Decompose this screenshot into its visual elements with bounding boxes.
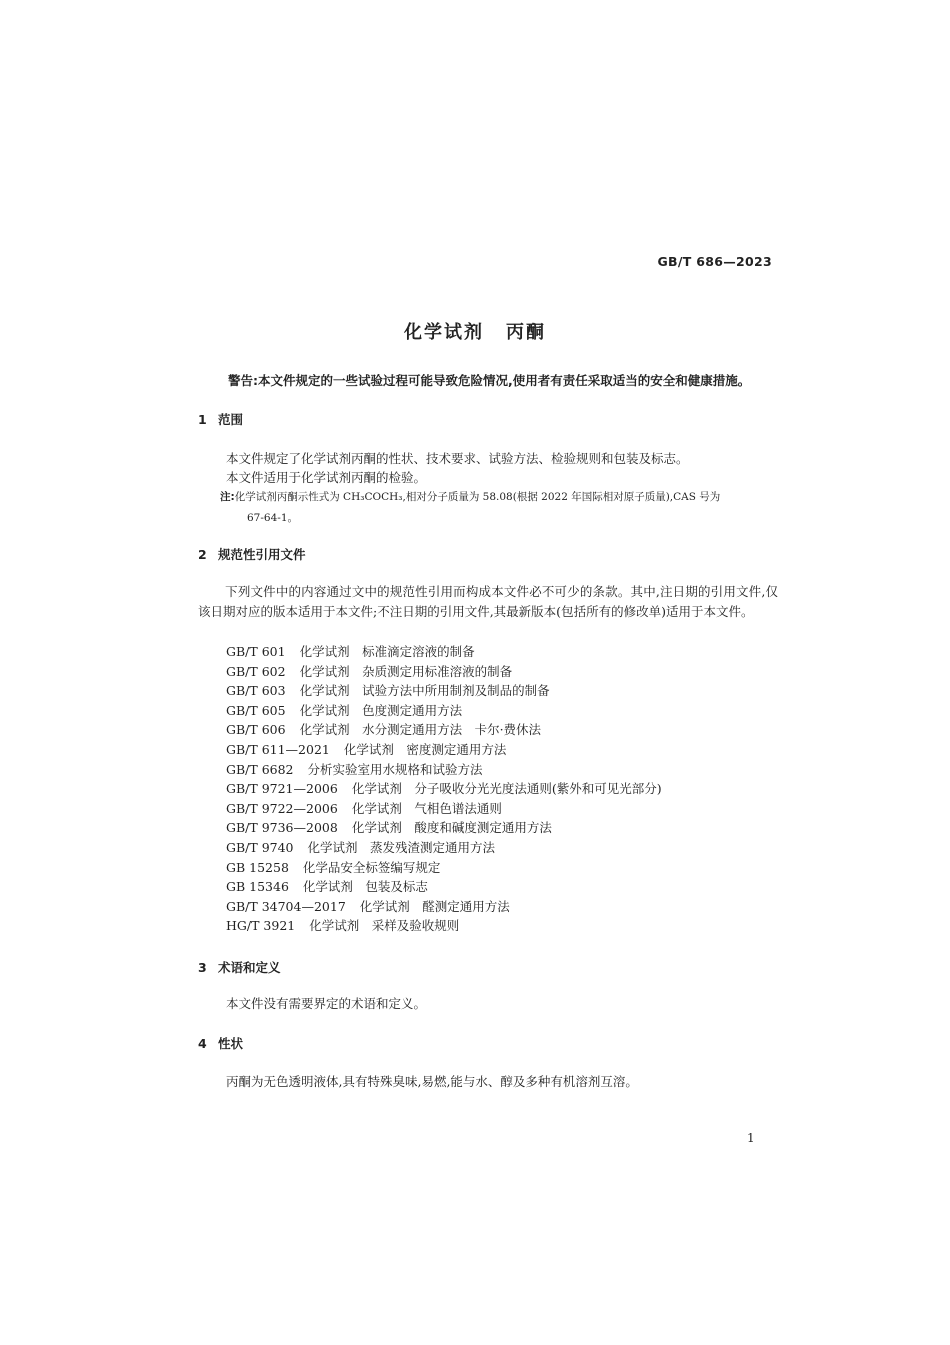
scope-paragraph-1: 本文件规定了化学试剂丙酮的性状、技术要求、试验方法、检验规则和包装及标志。 bbox=[226, 451, 689, 466]
reference-code: GB/T 34704—2017 bbox=[226, 898, 346, 914]
reference-title: 化学试剂 采样及验收规则 bbox=[309, 918, 460, 934]
reference-title: 化学试剂 标准滴定溶液的制备 bbox=[299, 644, 475, 659]
reference-code: GB/T 6682 bbox=[226, 761, 294, 777]
intro-text: 下列文件中的内容通过文中的规范性引用而构成本文件必不可少的条款。其中,注日期的引用文件,仅该日期对应的版本适用于本文件;不注日期的引用文件,其最新版本(包括所有的修改单)适用于本文件。 bbox=[198, 584, 778, 619]
reference-code: GB/T 605 bbox=[226, 702, 286, 718]
reference-item bbox=[226, 681, 662, 701]
reference-item bbox=[226, 779, 662, 799]
reference-title: 化学试剂 气相色谱法通则 bbox=[351, 800, 502, 816]
reference-title: 化学试剂 蒸发残渣测定通用方法 bbox=[307, 839, 496, 855]
reference-item bbox=[226, 818, 662, 838]
reference-code: GB/T 9736—2008 bbox=[226, 820, 338, 836]
title-part-2: 丙酮 bbox=[506, 322, 546, 343]
normative-references-intro bbox=[198, 582, 778, 622]
note-text-continuation: 67-64-1。 bbox=[247, 512, 298, 524]
scope-paragraph-2: 本文件适用于化学试剂丙酮的检验。 bbox=[226, 470, 427, 485]
section-number: 4 bbox=[198, 1036, 207, 1051]
note-text: 化学试剂丙酮示性式为 CH₃COCH₃,相对分子质量为 58.08(根据 2022 年国际相对原子质量),CAS 号为 bbox=[234, 491, 721, 503]
scope-note bbox=[220, 487, 780, 529]
note-label: 注: bbox=[220, 491, 235, 503]
reference-title: 化学品安全标签编写规定 bbox=[302, 859, 441, 875]
section-title: 性状 bbox=[218, 1036, 244, 1051]
reference-title: 分析实验室用水规格和试验方法 bbox=[307, 761, 483, 777]
safety-warning: 警告:本文件规定的一些试验过程可能导致危险情况,使用者有责任采取适当的安全和健康措施。 bbox=[228, 373, 751, 388]
section-3-heading bbox=[198, 958, 281, 976]
section-title: 规范性引用文件 bbox=[218, 547, 306, 562]
properties-paragraph: 丙酮为无色透明液体,具有特殊臭味,易燃,能与水、醇及多种有机溶剂互溶。 bbox=[226, 1074, 638, 1089]
section-2-heading bbox=[198, 545, 306, 563]
reference-title: 化学试剂 水分测定通用方法 卡尔·费休法 bbox=[299, 722, 542, 738]
reference-title: 化学试剂 杂质测定用标准溶液的制备 bbox=[299, 663, 513, 679]
reference-item bbox=[226, 701, 662, 721]
reference-item bbox=[226, 720, 662, 740]
section-title: 范围 bbox=[218, 412, 244, 427]
reference-item bbox=[226, 662, 662, 682]
section-number: 3 bbox=[198, 960, 207, 975]
reference-list bbox=[226, 642, 662, 936]
reference-code: GB 15258 bbox=[226, 859, 289, 875]
reference-code: HG/T 3921 bbox=[226, 918, 296, 934]
reference-item bbox=[226, 838, 662, 858]
reference-title: 化学试剂 色度测定通用方法 bbox=[299, 702, 463, 718]
reference-code: GB/T 9722—2006 bbox=[226, 800, 338, 816]
reference-code: GB/T 606 bbox=[226, 722, 286, 738]
section-title: 术语和定义 bbox=[218, 960, 281, 975]
reference-title: 化学试剂 醛测定通用方法 bbox=[359, 898, 510, 914]
terms-paragraph: 本文件没有需要界定的术语和定义。 bbox=[226, 996, 427, 1011]
reference-item bbox=[226, 642, 662, 662]
section-1-heading bbox=[198, 410, 243, 428]
reference-item bbox=[226, 858, 662, 878]
reference-title: 化学试剂 密度测定通用方法 bbox=[343, 741, 507, 757]
reference-title: 化学试剂 分子吸收分光光度法通则(紫外和可见光部分) bbox=[351, 781, 662, 797]
standard-number: GB/T 686—2023 bbox=[657, 254, 772, 269]
page-number: 1 bbox=[747, 1131, 755, 1145]
reference-code: GB/T 9740 bbox=[226, 839, 294, 855]
reference-code: GB/T 9721—2006 bbox=[226, 781, 338, 797]
reference-code: GB/T 603 bbox=[226, 683, 286, 699]
title-part-1: 化学试剂 bbox=[404, 322, 484, 343]
reference-title: 化学试剂 包装及标志 bbox=[302, 879, 428, 895]
reference-item bbox=[226, 760, 662, 780]
section-number: 1 bbox=[198, 412, 207, 427]
reference-title: 化学试剂 试验方法中所用制剂及制品的制备 bbox=[299, 683, 550, 699]
reference-item bbox=[226, 916, 662, 936]
reference-title: 化学试剂 酸度和碱度测定通用方法 bbox=[351, 820, 552, 836]
reference-code: GB/T 602 bbox=[226, 663, 286, 679]
reference-code: GB/T 601 bbox=[226, 644, 286, 659]
reference-item bbox=[226, 740, 662, 760]
reference-code: GB/T 611—2021 bbox=[226, 741, 330, 757]
section-number: 2 bbox=[198, 547, 207, 562]
document-title bbox=[0, 318, 950, 344]
reference-item bbox=[226, 877, 662, 897]
reference-item bbox=[226, 799, 662, 819]
reference-item bbox=[226, 897, 662, 917]
section-4-heading bbox=[198, 1034, 243, 1052]
reference-code: GB 15346 bbox=[226, 879, 289, 895]
